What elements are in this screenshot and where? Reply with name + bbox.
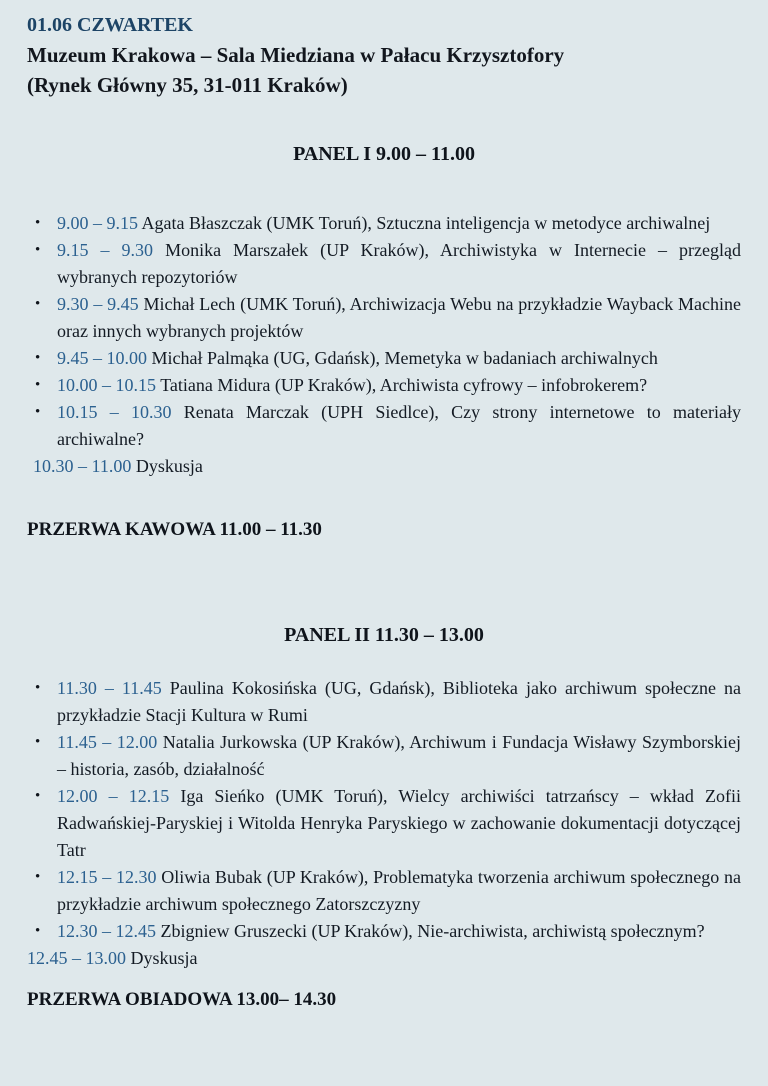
bullet-icon: • bbox=[35, 377, 41, 393]
agenda-item bbox=[27, 399, 741, 453]
discussion-label: Dyskusja bbox=[130, 948, 198, 968]
panel-2-title: PANEL II 11.30 – 13.00 bbox=[284, 624, 484, 646]
item-text: Natalia Jurkowska (UP Kraków), Archiwum i Fundacja Wisławy Szymborskiej – historia, zasób, działalność bbox=[57, 732, 741, 779]
item-time: 10.00 – 10.15 bbox=[57, 375, 156, 395]
item-time: 10.15 – 10.30 bbox=[57, 402, 172, 422]
date-heading: 01.06 CZWARTEK bbox=[27, 14, 193, 36]
agenda-item bbox=[27, 345, 741, 372]
item-time: 11.30 – 11.45 bbox=[57, 678, 162, 698]
item-time: 9.30 – 9.45 bbox=[57, 294, 139, 314]
agenda-item bbox=[27, 291, 741, 345]
agenda-item bbox=[27, 918, 741, 945]
bullet-icon: • bbox=[35, 923, 41, 939]
bullet-icon: • bbox=[35, 680, 41, 696]
bullet-icon: • bbox=[35, 404, 41, 420]
address-line: (Rynek Główny 35, 31-011 Kraków) bbox=[27, 73, 348, 97]
bullet-icon: • bbox=[35, 215, 41, 231]
agenda-item bbox=[27, 237, 741, 291]
panel-1-title: PANEL I 9.00 – 11.00 bbox=[293, 143, 475, 165]
item-time: 12.00 – 12.15 bbox=[57, 786, 170, 806]
lunch-break-line: PRZERWA OBIADOWA 13.00– 14.30 bbox=[27, 989, 337, 1010]
item-text: Agata Błaszczak (UMK Toruń), Sztuczna inteligencja w metodyce archiwalnej bbox=[141, 213, 711, 233]
item-time: 9.45 – 10.00 bbox=[57, 348, 147, 368]
item-text: Monika Marszałek (UP Kraków), Archiwistyka w Internecie – przegląd wybranych repozytoriów bbox=[57, 240, 741, 287]
bullet-icon: • bbox=[35, 734, 41, 750]
agenda-item bbox=[27, 729, 741, 783]
bullet-icon: • bbox=[35, 788, 41, 804]
panel-1-agenda bbox=[27, 210, 741, 453]
item-text: Michał Palmąka (UG, Gdańsk), Memetyka w badaniach archiwalnych bbox=[151, 348, 658, 368]
program-header bbox=[27, 10, 741, 100]
agenda-item bbox=[27, 783, 741, 864]
discussion-label: Dyskusja bbox=[135, 456, 203, 476]
item-time: 12.30 – 12.45 bbox=[57, 921, 156, 941]
item-text: Iga Sieńko (UMK Toruń), Wielcy archiwiści tatrzańscy – wkład Zofii Radwańskiej-Paryskiej i Witolda Henryka Paryskiego w zachowanie dokumentacji dotyczącej Tatr bbox=[57, 786, 742, 860]
coffee-break-line: PRZERWA KAWOWA 11.00 – 11.30 bbox=[27, 519, 322, 540]
item-text: Michał Lech (UMK Toruń), Archiwizacja Webu na przykładzie Wayback Machine oraz innych wybranych projektów bbox=[57, 294, 742, 341]
discussion-line bbox=[27, 945, 741, 972]
panel-2-agenda bbox=[27, 675, 741, 945]
discussion-line bbox=[27, 453, 741, 480]
agenda-item bbox=[27, 210, 741, 237]
bullet-icon: • bbox=[35, 242, 41, 258]
agenda-item bbox=[27, 372, 741, 399]
venue-line: Muzeum Krakowa – Sala Miedziana w Pałacu Krzysztofory bbox=[27, 43, 565, 67]
bullet-icon: • bbox=[35, 350, 41, 366]
bullet-icon: • bbox=[35, 296, 41, 312]
item-text: Paulina Kokosińska (UG, Gdańsk), Biblioteka jako archiwum społeczne na przykładzie Stacji Kultura w Rumi bbox=[57, 678, 742, 725]
agenda-item bbox=[27, 864, 741, 918]
agenda-item bbox=[27, 675, 741, 729]
item-time: 12.15 – 12.30 bbox=[57, 867, 157, 887]
item-text: Zbigniew Gruszecki (UP Kraków), Nie-archiwista, archiwistą społecznym? bbox=[160, 921, 705, 941]
item-text: Oliwia Bubak (UP Kraków), Problematyka tworzenia archiwum społecznego na przykładzie archiwum społecznego Zatorszczyzny bbox=[57, 867, 741, 914]
item-time: 11.45 – 12.00 bbox=[57, 732, 158, 752]
item-time: 9.00 – 9.15 bbox=[57, 213, 138, 233]
bullet-icon: • bbox=[35, 869, 41, 885]
item-text: Tatiana Midura (UP Kraków), Archiwista cyfrowy – infobrokerem? bbox=[160, 375, 648, 395]
discussion-time: 10.30 – 11.00 bbox=[33, 456, 132, 476]
item-time: 9.15 – 9.30 bbox=[57, 240, 154, 260]
item-text: Renata Marczak (UPH Siedlce), Czy strony internetowe to materiały archiwalne? bbox=[57, 402, 742, 449]
discussion-time: 12.45 – 13.00 bbox=[27, 948, 126, 968]
